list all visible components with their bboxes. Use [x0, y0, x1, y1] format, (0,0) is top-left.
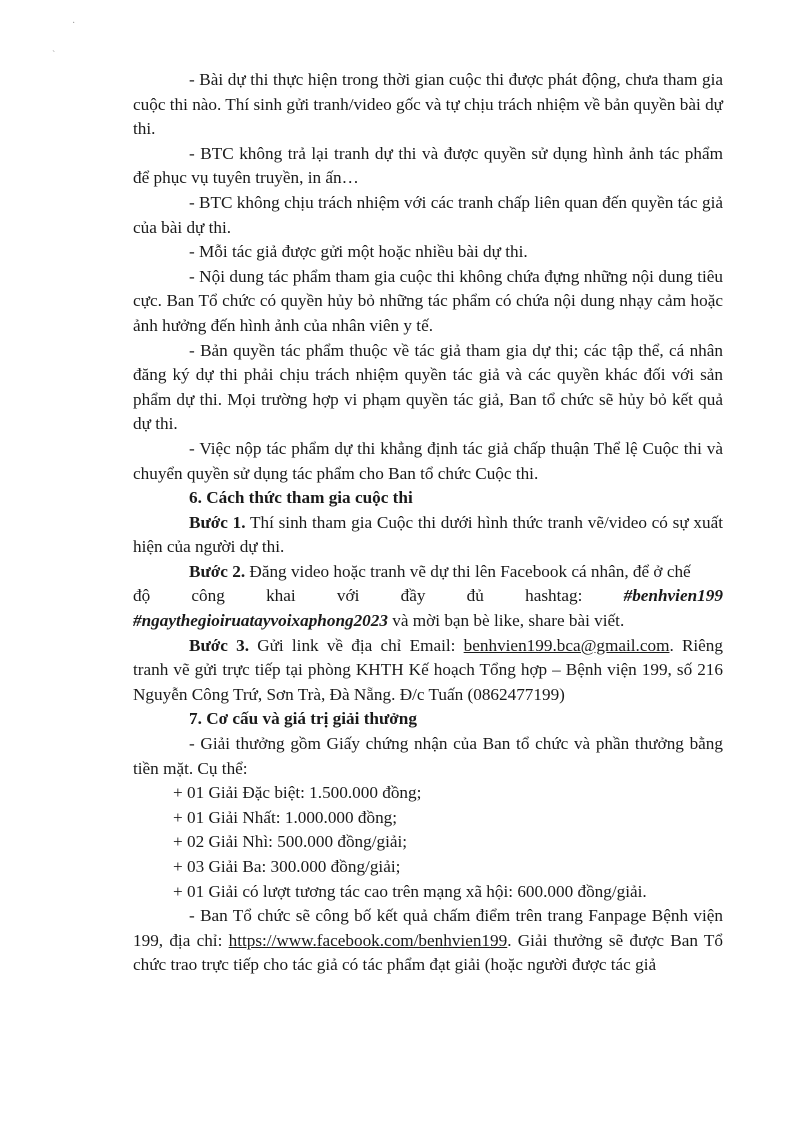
section-6-heading: 6. Cách thức tham gia cuộc thi	[189, 488, 413, 508]
fanpage-link[interactable]: https://www.facebook.com/benhvien199	[228, 930, 508, 950]
announcement	[133, 904, 723, 978]
email-link[interactable]: benhvien199.bca@gmail.com	[463, 635, 670, 655]
step-1	[133, 511, 723, 560]
step-2	[133, 560, 723, 585]
prize-item: + 03 Giải Ba: 300.000 đồng/giải;	[173, 857, 401, 876]
announcement-text: - Ban Tổ chức sẽ công bố kết quả chấm điểm trên trang Fanpage Bệnh viện 199, địa chỉ:	[133, 906, 723, 950]
step-2-word: với	[336, 586, 360, 606]
rule-paragraph: - Mỗi tác giả được gửi một hoặc nhiều bài dự thi.	[189, 242, 528, 262]
section-7-heading: 7. Cơ cấu và giá trị giải thưởng	[189, 709, 417, 729]
prize-item: + 02 Giải Nhì: 500.000 đồng/giải;	[173, 832, 408, 852]
prize-item: + 01 Giải Nhất: 1.000.000 đồng;	[173, 807, 398, 827]
rule-paragraph: - BTC không chịu trách nhiệm với các tranh chấp liên quan đến quyền tác giả của bài dự thi.	[133, 192, 723, 237]
step-2-word: khai	[266, 586, 296, 606]
rule-paragraph: - BTC không trả lại tranh dự thi và được quyền sử dụng hình ảnh tác phẩm để phục vụ tuyên truyền, in ấn…	[133, 143, 723, 188]
rule-paragraph: - Bài dự thi thực hiện trong thời gian cuộc thi được phát động, chưa tham gia cuộc thi nào. Thí sinh gửi tranh/video gốc và tự chịu trách nhiệm về bản quyền bài dự thi.	[133, 70, 723, 139]
step-1-text: Thí sinh tham gia Cuộc thi dưới hình thức tranh vẽ/video có sự xuất hiện của người dự thi.	[133, 512, 723, 557]
step-2-word: công	[191, 586, 225, 606]
step-3	[133, 634, 723, 708]
step-2-word: hashtag:	[525, 586, 583, 606]
step-3-text-end: . Riêng tranh vẽ gửi trực tiếp tại phòng KHTH Kế hoạch Tổng hợp – Bệnh viện 199, số 216 Nguyễn Công Trứ, Sơn Trà, Đà Nẵng. Đ/c Tuấn (0862477199)	[133, 635, 723, 704]
step-1-label: Bước 1.	[189, 512, 246, 532]
prize-intro: - Giải thưởng gồm Giấy chứng nhận của Ban tổ chức và phần thưởng bằng tiền mặt. Cụ thể:	[133, 734, 723, 778]
step-2-text: Đăng video hoặc tranh vẽ dự thi lên Facebook cá nhân, để ở chế	[245, 561, 691, 581]
step-2-label: Bước 2.	[189, 561, 246, 581]
step-2-justified-line	[133, 584, 723, 609]
scan-mark: `	[52, 50, 56, 61]
prize-item: + 01 Giải có lượt tương tác cao trên mạng xã hội: 600.000 đồng/giải.	[173, 881, 647, 901]
announcement-text-end: . Giải thưởng sẽ được Ban Tổ chức trao trực tiếp cho tác giả có tác phẩm đạt giải (hoặc người được tác giả	[133, 930, 723, 975]
rule-paragraph: - Nội dung tác phẩm tham gia cuộc thi không chứa đựng những nội dung tiêu cực. Ban Tổ chức có quyền hủy bỏ những tác phẩm có chứa nội dung nhạy cảm hoặc ảnh hưởng đến hình ảnh của nhân viên y tế.	[133, 266, 723, 335]
rule-paragraph: - Bản quyền tác phẩm thuộc về tác giả tham gia dự thi; các tập thể, cá nhân đăng ký dự thi phải chịu trách nhiệm quyền tác giả và các quyền khác đối với sản phẩm dự thi. Mọi trường hợp vi phạm quyền tác giả, Ban tổ chức sẽ hủy bỏ kết quả dự thi.	[133, 340, 723, 434]
hashtag-benhvien199: #benhvien199	[623, 586, 723, 606]
step-2-text-end: và mời bạn bè like, share bài viết.	[387, 611, 625, 631]
prize-item: + 01 Giải Đặc biệt: 1.500.000 đồng;	[173, 783, 422, 803]
step-3-text: Gửi link về địa chỉ Email:	[249, 635, 464, 655]
scan-mark: ·	[72, 18, 76, 29]
step-2-word: độ	[133, 586, 151, 606]
step-2-continued	[133, 609, 723, 634]
step-3-label: Bước 3.	[189, 635, 250, 655]
document-body	[133, 68, 723, 978]
step-2-word: đầy	[400, 586, 426, 606]
step-2-word: đủ	[466, 586, 484, 606]
hashtag-ngaythegioi: #ngaythegioiruatayvoixaphong2023	[133, 611, 388, 631]
rule-paragraph: - Việc nộp tác phẩm dự thi khẳng định tác giả chấp thuận Thể lệ Cuộc thi và chuyển quyền sử dụng tác phẩm cho Ban tổ chức Cuộc thi.	[133, 438, 723, 483]
